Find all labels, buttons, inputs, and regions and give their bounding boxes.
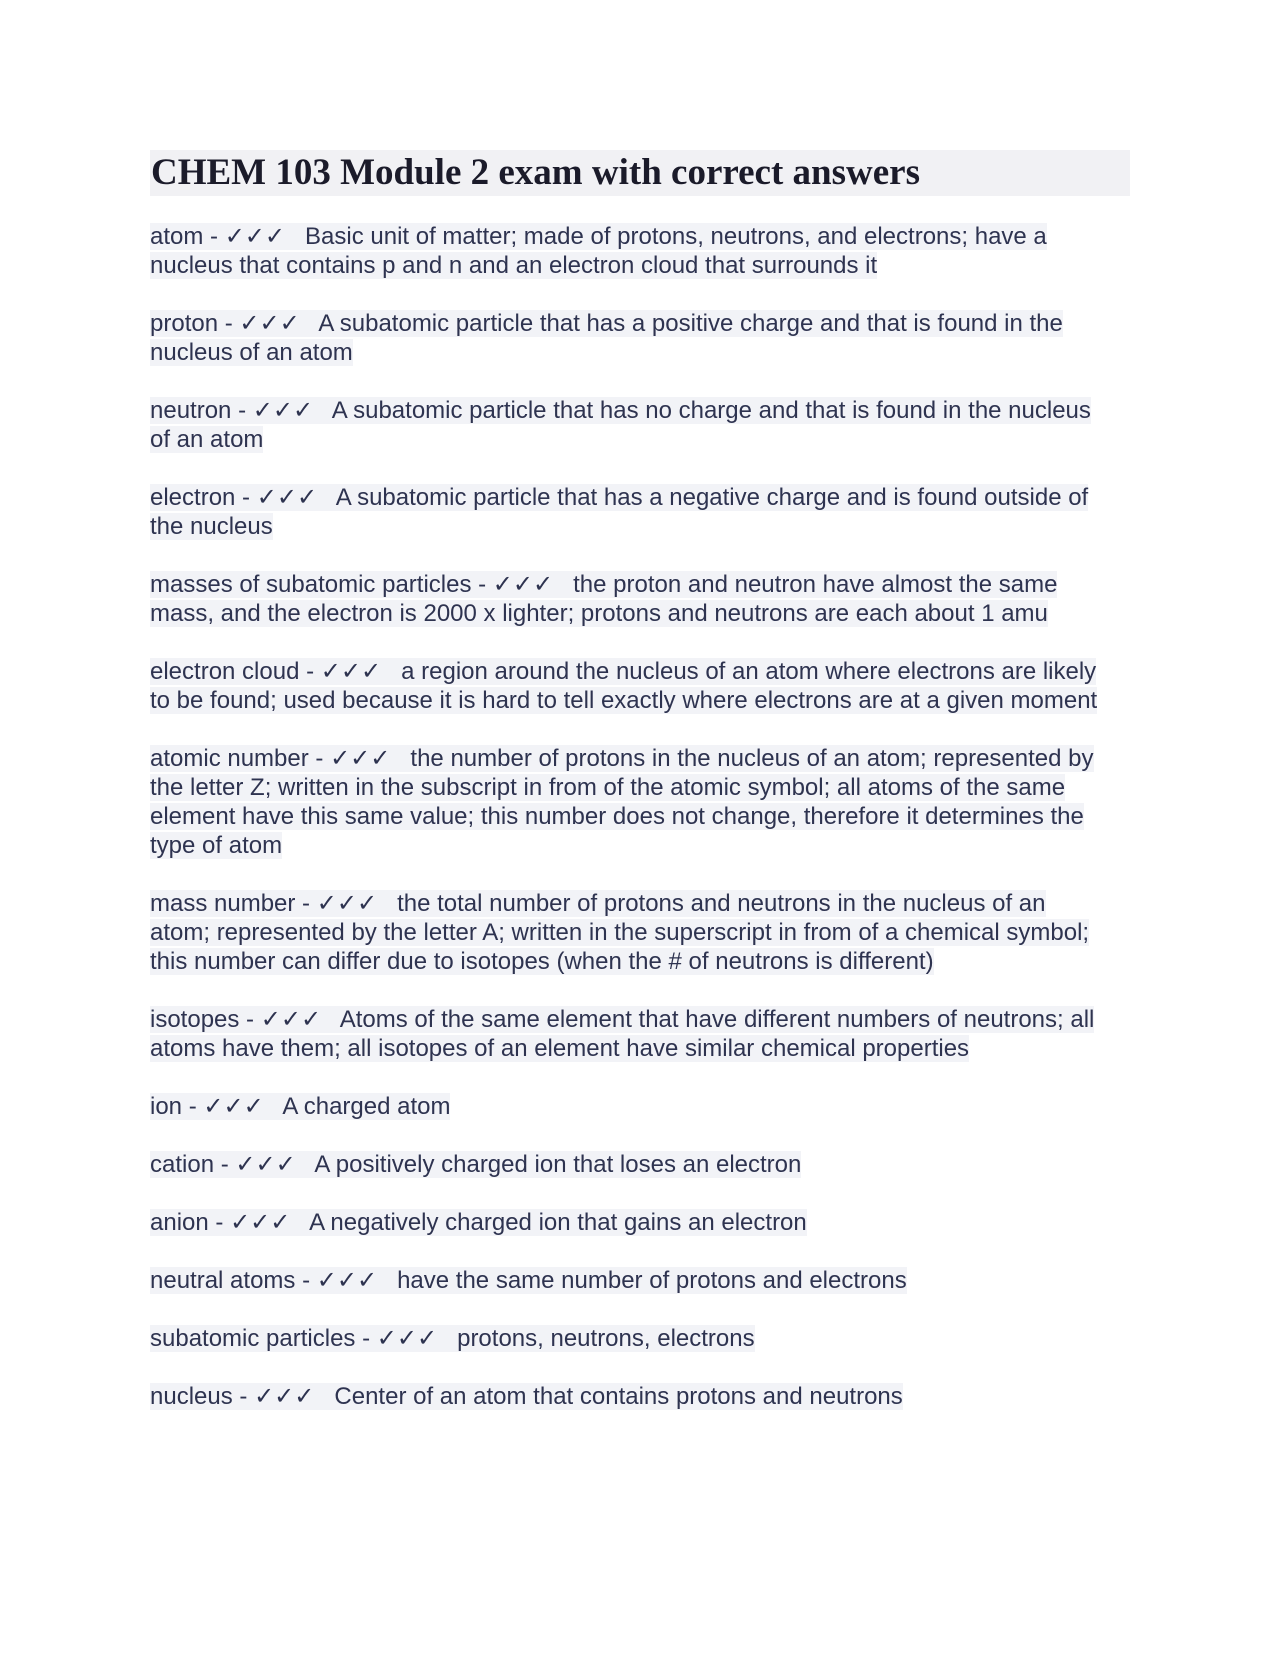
checkmark-separator: - ✓✓✓ (471, 571, 574, 598)
entry-highlight (150, 1383, 903, 1410)
entry-definition: A negatively charged ion that gains an electron (309, 1209, 807, 1236)
entry-definition: have the same number of protons and electrons (397, 1267, 907, 1294)
entry-highlight (150, 484, 1088, 540)
entry-term: neutron (150, 397, 232, 424)
checkmark-separator: - ✓✓✓ (308, 745, 411, 772)
entry-definition: A charged atom (282, 1093, 451, 1120)
document-title: CHEM 103 Module 2 exam with correct answers (150, 150, 1130, 196)
flashcard-entry (150, 570, 1110, 628)
entry-highlight (150, 745, 1094, 859)
checkmark-separator: - ✓✓✓ (214, 1151, 315, 1178)
entry-highlight (150, 1267, 907, 1294)
flashcard-entry (150, 222, 1110, 280)
entry-highlight (150, 571, 1057, 627)
entry-term: anion (150, 1209, 209, 1236)
flashcard-entry (150, 889, 1110, 976)
entry-definition: the total number of protons and neutrons in the nucleus of an atom; represented by the letter A; written in the superscript in from of a chemical symbol; this number can differ due to isotopes (when the # of neutrons is different) (150, 890, 1090, 975)
entry-definition: a region around the nucleus of an atom where electrons are likely to be found; used because it is hard to tell exactly where electrons are at a given moment (150, 658, 1098, 714)
entry-definition: Atoms of the same element that have different numbers of neutrons; all atoms have them; all isotopes of an element have similar chemical properties (150, 1006, 1095, 1062)
entry-definition: A subatomic particle that has a positive charge and that is found in the nucleus of an atom (150, 310, 1063, 366)
flashcard-entry (150, 483, 1110, 541)
flashcard-entry (150, 1150, 1110, 1179)
entry-highlight (150, 1093, 450, 1120)
checkmark-separator: - ✓✓✓ (231, 397, 332, 424)
entry-highlight (150, 310, 1063, 366)
checkmark-separator: - ✓✓✓ (208, 1209, 310, 1236)
entry-term: neutral atoms (150, 1267, 296, 1294)
entry-term: atom (150, 223, 204, 250)
entry-definition: the number of protons in the nucleus of an atom; represented by the letter Z; written in the subscript in from of the atomic symbol; all atoms of the same element have this same value; this number does not change, therefore it determines the type of atom (150, 745, 1094, 859)
entry-highlight (150, 1151, 801, 1178)
flashcard-entry (150, 1266, 1110, 1295)
entry-term: atomic number (150, 745, 309, 772)
checkmark-separator: - ✓✓✓ (355, 1325, 458, 1352)
flashcard-entry (150, 1005, 1110, 1063)
flashcard-list (150, 222, 1130, 1411)
entry-definition: A positively charged ion that loses an electron (314, 1151, 802, 1178)
flashcard-entry (150, 744, 1110, 860)
checkmark-separator: - ✓✓✓ (235, 484, 336, 511)
checkmark-separator: - ✓✓✓ (295, 1267, 398, 1294)
entry-highlight (150, 658, 1097, 714)
checkmark-separator: - ✓✓✓ (218, 310, 319, 337)
entry-term: ion (150, 1093, 183, 1120)
entry-term: nucleus (150, 1383, 233, 1410)
flashcard-entry (150, 657, 1110, 715)
entry-highlight (150, 890, 1089, 975)
flashcard-entry (150, 1208, 1110, 1237)
entry-definition: Center of an atom that contains protons and neutrons (334, 1383, 903, 1410)
document-page (150, 150, 1130, 1440)
entry-term: masses of subatomic particles (150, 571, 472, 598)
entry-term: electron cloud (150, 658, 300, 685)
entry-highlight (150, 397, 1091, 453)
entry-highlight (150, 1006, 1094, 1062)
entry-term: proton (150, 310, 219, 337)
entry-highlight (150, 1209, 807, 1236)
checkmark-separator: - ✓✓✓ (182, 1093, 283, 1120)
flashcard-entry (150, 1092, 1110, 1121)
entry-highlight (150, 1325, 755, 1352)
checkmark-separator: - ✓✓✓ (239, 1006, 340, 1033)
entry-definition: A subatomic particle that has a negative charge and is found outside of the nucleus (150, 484, 1089, 540)
entry-term: subatomic particles (150, 1325, 356, 1352)
entry-term: cation (150, 1151, 215, 1178)
checkmark-separator: - ✓✓✓ (203, 223, 306, 250)
entry-definition: the proton and neutron have almost the same mass, and the electron is 2000 x lighter; protons and neutrons are each about 1 amu (150, 571, 1058, 627)
entry-term: mass number (150, 890, 296, 917)
flashcard-entry (150, 1324, 1110, 1353)
entry-term: electron (150, 484, 236, 511)
checkmark-separator: - ✓✓✓ (295, 890, 398, 917)
entry-definition: A subatomic particle that has no charge and that is found in the nucleus of an atom (150, 397, 1091, 453)
entry-definition: protons, neutrons, electrons (457, 1325, 755, 1352)
flashcard-entry (150, 309, 1110, 367)
entry-term: isotopes (150, 1006, 240, 1033)
entry-definition: Basic unit of matter; made of protons, neutrons, and electrons; have a nucleus that contains p and n and an electron cloud that surrounds it (150, 223, 1047, 279)
entry-highlight (150, 223, 1047, 279)
checkmark-separator: - ✓✓✓ (299, 658, 402, 685)
flashcard-entry (150, 396, 1110, 454)
flashcard-entry (150, 1382, 1110, 1411)
checkmark-separator: - ✓✓✓ (232, 1383, 335, 1410)
